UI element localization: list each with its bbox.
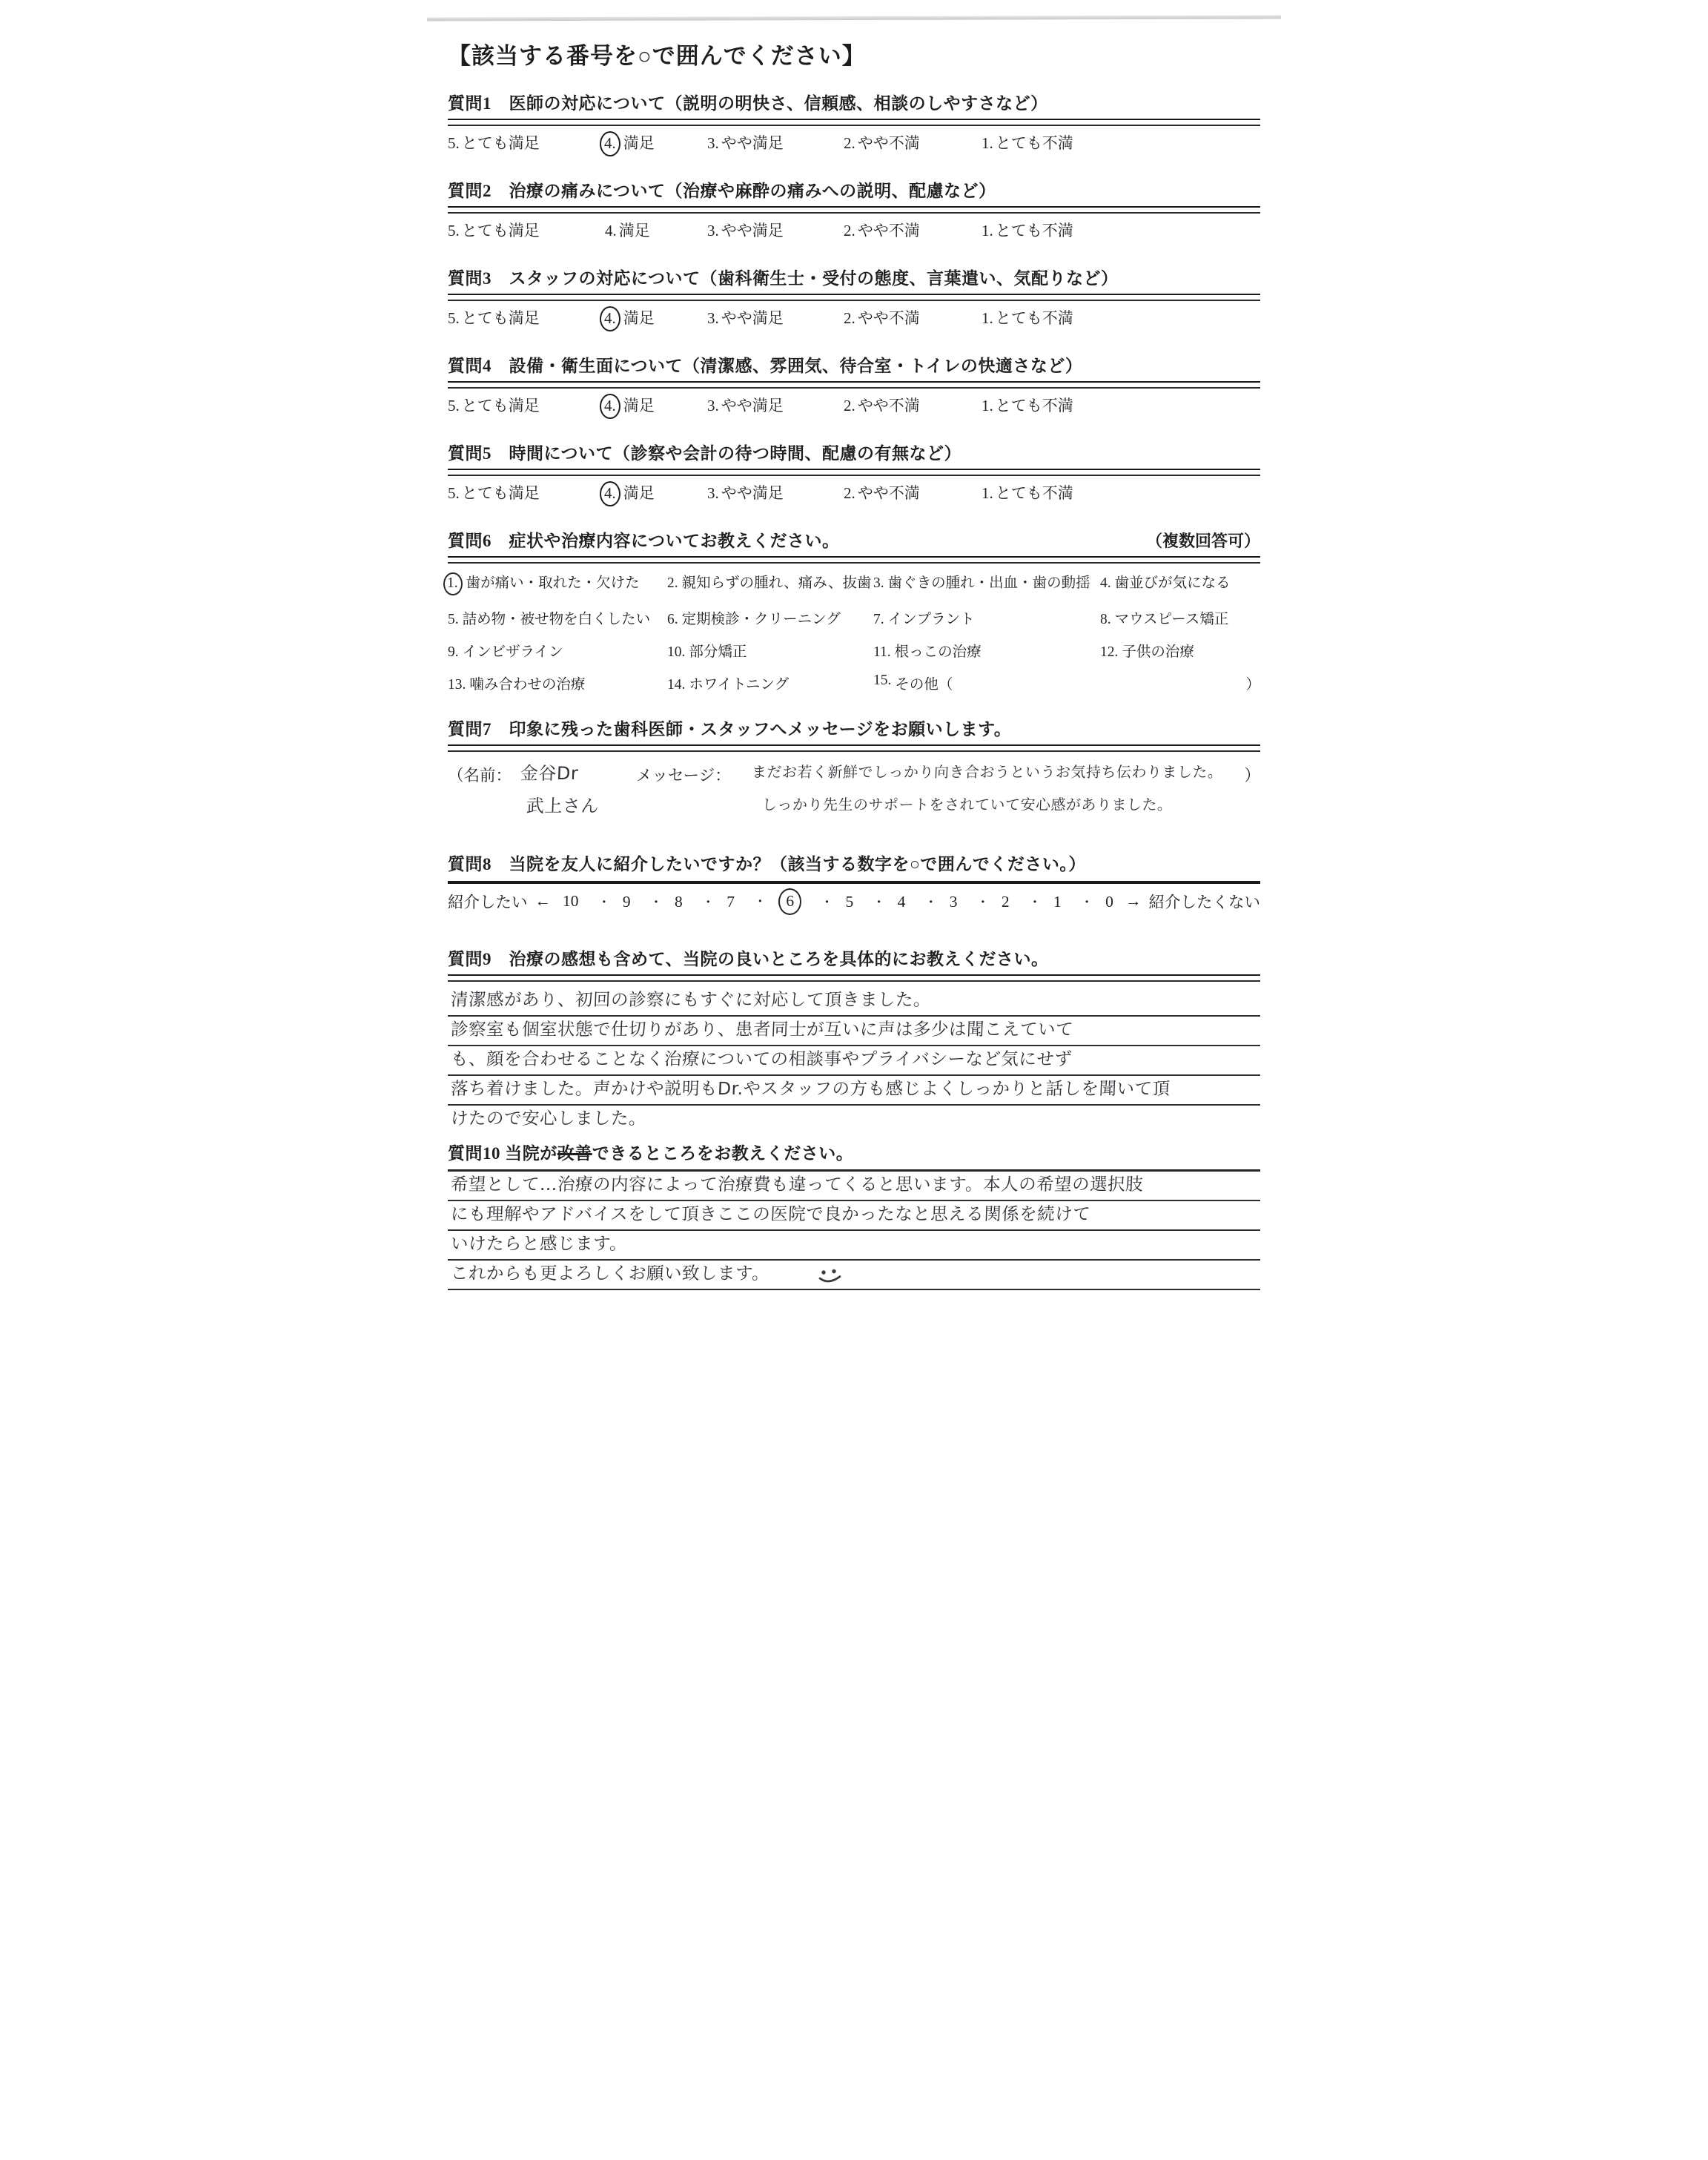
- item-number: 3.: [873, 575, 884, 591]
- option-number: 5.: [448, 397, 460, 415]
- question-3: [448, 265, 1260, 330]
- rating-option: [448, 394, 540, 416]
- rating-option: [982, 306, 1073, 328]
- option-label: とても不満: [995, 134, 1073, 152]
- message-handwritten-2: しっかり先生のサポートをされていて安心感がありました。: [761, 796, 1173, 813]
- question-9: [448, 945, 1260, 1134]
- rating-options-row: [448, 131, 1260, 155]
- question-heading: 質問7 印象に残った歯科医師・スタッフへメッセージをお願いします。: [448, 720, 1012, 739]
- rating-option: [448, 481, 540, 503]
- scale-number-group: [976, 892, 1010, 911]
- symptom-item: [1100, 571, 1260, 595]
- option-label: とても満足: [461, 134, 540, 152]
- symptom-item: [667, 673, 873, 693]
- handwritten-text: も、顔を合わせることなく治療についての相談事やプライバシーなど気にせず: [450, 1048, 1073, 1069]
- option-label: とても満足: [461, 222, 540, 240]
- right-arrow-icon: →: [1125, 892, 1142, 910]
- question-2: [448, 177, 1260, 242]
- handwritten-text: 清潔感があり、初回の診察にもすぐに対応して頂きました。: [450, 989, 932, 1010]
- question-heading: 質問8 当院を友人に紹介したいですか？（該当する数字を○で囲んでください。）: [448, 855, 1086, 873]
- option-label: とても満足: [461, 397, 540, 415]
- question-heading: 質問6 症状や治療内容についてお教えください。: [448, 532, 840, 550]
- option-label: 満足: [623, 484, 655, 502]
- symptom-item: [448, 607, 667, 628]
- rating-option: [844, 131, 920, 153]
- number-separator: ・: [649, 894, 663, 910]
- number-separator: ・: [924, 894, 938, 910]
- rating-option: [707, 394, 784, 416]
- multiple-answers-note: （複数回答可）: [1145, 532, 1260, 550]
- scale-number-group: [563, 892, 579, 911]
- option-label: 満足: [618, 222, 650, 240]
- question-heading-row: [448, 527, 1260, 552]
- number-separator: ・: [976, 894, 990, 910]
- heading-rule: [448, 556, 1260, 564]
- heading-rule: [448, 469, 1260, 476]
- close-paren: ）: [1244, 767, 1260, 785]
- item-number: 13.: [448, 677, 466, 693]
- option-label: やや不満: [857, 309, 920, 327]
- rating-options-row: [448, 394, 1260, 417]
- item-label: 歯が痛い・取れた・欠けた: [466, 575, 640, 591]
- heading-rule: [448, 744, 1260, 752]
- option-number: 2.: [844, 309, 855, 327]
- scale-number-group: [924, 892, 958, 911]
- handwritten-answer-line: [448, 1017, 1260, 1046]
- option-number: 1.: [982, 309, 993, 327]
- option-number: 5.: [448, 222, 460, 240]
- handwritten-text: 希望として…治療の内容によって治療費も違ってくると思います。本人の希望の選択肢: [450, 1174, 1144, 1195]
- scale-number: 5: [845, 892, 854, 911]
- option-label: とても満足: [461, 484, 540, 502]
- option-label: とても満足: [461, 309, 540, 327]
- option-label: やや不満: [857, 222, 920, 240]
- option-number: 5.: [448, 484, 460, 502]
- item-label: 子供の治療: [1122, 644, 1194, 660]
- other-close-paren: ）: [1245, 677, 1260, 693]
- message-label: メッセージ：: [636, 767, 731, 785]
- symptom-item: [873, 673, 1260, 693]
- number-separator: ・: [597, 894, 611, 910]
- question-heading: 質問2 治療の痛みについて（治療や麻酔の痛みへの説明、配慮など）: [448, 182, 996, 200]
- option-number: 4.: [600, 394, 620, 419]
- option-number: 1.: [982, 484, 993, 502]
- option-number: 5.: [448, 309, 460, 327]
- rating-option: [605, 219, 650, 241]
- item-number: 8.: [1100, 612, 1111, 627]
- number-separator: ・: [701, 894, 715, 910]
- handwritten-answer-line: [448, 1046, 1260, 1076]
- symptom-item: [667, 571, 873, 595]
- heading-rule: [448, 119, 1260, 126]
- question-heading: 質問9 治療の感想も含めて、当院の良いところを具体的にお教えください。: [448, 950, 1049, 968]
- option-label: やや満足: [721, 222, 784, 240]
- name-label: （名前：: [448, 767, 512, 785]
- item-number: 7.: [873, 612, 884, 627]
- handwritten-text: 落ち着けました。声かけや説明もDr.やスタッフの方も感じよくしっかりと話しを聞いて頂: [450, 1078, 1171, 1099]
- option-number: 2.: [844, 134, 855, 152]
- question-8: [448, 851, 1260, 913]
- option-number: 3.: [707, 484, 719, 502]
- message-answer-area: [448, 757, 1260, 828]
- rating-option: [982, 481, 1073, 503]
- option-label: やや不満: [857, 134, 920, 152]
- rating-option: [605, 394, 655, 419]
- item-label: 部分矯正: [689, 644, 747, 660]
- item-number: 2.: [667, 575, 678, 591]
- scale-left-label: 紹介したい: [448, 894, 528, 911]
- question-heading: 質問4 設備・衛生面について（清潔感、雰囲気、待合室・トイレの快適さなど）: [448, 357, 1083, 375]
- rating-options-row: [448, 306, 1260, 330]
- heading-rule: [448, 294, 1260, 301]
- rating-option: [707, 219, 784, 241]
- option-number: 2.: [844, 397, 855, 415]
- rating-option: [707, 481, 784, 503]
- heading-rule: [448, 206, 1260, 214]
- symptom-item: [873, 607, 1100, 628]
- option-number: 3.: [707, 397, 719, 415]
- symptom-item: [448, 640, 667, 661]
- question-6: [448, 527, 1260, 693]
- option-label: とても不満: [995, 397, 1073, 415]
- heading-suffix: できるところをお教えください。: [592, 1144, 854, 1163]
- item-label: 歯ぐきの腫れ・出血・歯の動揺: [887, 575, 1090, 591]
- option-number: 4.: [600, 306, 620, 331]
- option-label: とても不満: [995, 309, 1073, 327]
- handwritten-answer-line: [448, 1231, 1260, 1261]
- item-label: 噛み合わせの治療: [469, 677, 586, 693]
- question-5: [448, 440, 1260, 505]
- item-label: 親知らずの腫れ、痛み、抜歯: [681, 575, 872, 591]
- scale-number-group: [701, 892, 735, 911]
- scale-number-group: [649, 892, 683, 911]
- option-number: 3.: [707, 222, 719, 240]
- option-number: 4.: [600, 481, 620, 506]
- item-number: 14.: [667, 677, 686, 693]
- item-label: 根っこの治療: [894, 644, 982, 660]
- option-label: とても不満: [995, 222, 1073, 240]
- rating-option: [982, 131, 1073, 153]
- rating-option: [605, 131, 655, 156]
- handwritten-answer-line: [448, 1106, 1260, 1134]
- handwritten-text: けたので安心しました。: [450, 1108, 647, 1129]
- rating-option: [844, 219, 920, 241]
- name-handwritten-1: 金谷Dr: [520, 763, 579, 784]
- option-label: やや満足: [721, 134, 784, 152]
- question-heading: 質問1 医師の対応について（説明の明快さ、信頼感、相談のしやすさなど）: [448, 94, 1048, 113]
- name-handwritten-2: 武上さん: [526, 796, 600, 816]
- struck-word: 改善: [557, 1144, 592, 1163]
- scale-number-group: [873, 892, 906, 911]
- option-label: やや満足: [721, 309, 784, 327]
- symptom-item: [448, 673, 667, 693]
- scale-number: 4: [897, 892, 906, 911]
- option-number: 2.: [844, 222, 855, 240]
- rating-option: [844, 306, 920, 328]
- scale-number: 1: [1053, 892, 1062, 911]
- option-label: 満足: [623, 309, 655, 327]
- option-label: とても不満: [995, 484, 1073, 502]
- option-number: 4.: [605, 222, 617, 240]
- option-number: 2.: [844, 484, 855, 502]
- option-label: 満足: [623, 134, 655, 152]
- option-number: 4.: [600, 131, 620, 156]
- option-label: やや満足: [721, 484, 784, 502]
- handwritten-text: いけたらと感じます。: [450, 1233, 628, 1254]
- symptom-item: [667, 607, 873, 628]
- symptoms-grid: [448, 571, 1260, 693]
- rating-option: [448, 306, 540, 328]
- rating-option: [707, 131, 784, 153]
- rating-option: [448, 219, 540, 241]
- recommend-scale-row: [448, 890, 1260, 913]
- rating-options-row: [448, 481, 1260, 505]
- scale-number: 8: [675, 892, 683, 911]
- rating-option: [448, 131, 540, 153]
- scale-numbers: [563, 891, 1113, 912]
- option-number: 1.: [982, 397, 993, 415]
- option-number: 3.: [707, 309, 719, 327]
- item-label: インプラント: [887, 612, 975, 627]
- heading-prefix: 質問10 当院が: [448, 1144, 557, 1163]
- handwritten-text: 診察室も個室状態で仕切りがあり、患者同士が互いに声は多少は聞こえていて: [450, 1019, 1074, 1040]
- heading-rule: [448, 381, 1260, 389]
- handwritten-answer-line: [448, 1076, 1260, 1106]
- number-separator: ・: [1080, 894, 1094, 910]
- question-heading: 質問5 時間について（診察や会計の待つ時間、配慮の有無など）: [448, 444, 962, 463]
- number-separator: ・: [753, 894, 767, 909]
- item-number: 9.: [448, 644, 459, 660]
- message-handwritten-1: まだお若く新鮮でしっかり向き合おうというお気持ち伝わりました。: [751, 763, 1223, 781]
- scale-number-group: [1080, 892, 1113, 911]
- item-label: 歯並びが気になる: [1114, 575, 1231, 591]
- option-number: 1.: [982, 134, 993, 152]
- option-number: 3.: [707, 134, 719, 152]
- rating-options-row: [448, 219, 1260, 242]
- smiley-doodle-icon: [814, 1266, 845, 1287]
- form-title: 【該当する番号を○で囲んでください】: [448, 43, 866, 69]
- item-label: 定期検診・クリーニング: [681, 612, 841, 627]
- symptom-item: [873, 571, 1100, 595]
- item-number: 10.: [667, 644, 686, 660]
- symptom-item: [1100, 640, 1260, 661]
- scale-right-label: 紹介したくない: [1148, 894, 1260, 911]
- handwritten-answer-line: [448, 1261, 1260, 1290]
- scale-number-group: [753, 891, 801, 912]
- scale-number-group: [820, 892, 853, 911]
- heading-rule: [448, 974, 1260, 982]
- item-number: 4.: [1100, 575, 1111, 591]
- item-label: マウスピース矯正: [1114, 612, 1229, 627]
- answer-lines: [448, 1169, 1260, 1290]
- item-label: 詰め物・被せ物を白くしたい: [462, 612, 651, 627]
- question-1: [448, 90, 1260, 155]
- item-label: ホワイトニング: [689, 677, 790, 693]
- handwritten-answer-line: [448, 1201, 1260, 1231]
- question-4: [448, 352, 1260, 417]
- survey-form-page: [427, 0, 1281, 1284]
- item-label: インビザライン: [462, 644, 563, 660]
- handwritten-answer-line: [448, 987, 1260, 1017]
- item-number: 6.: [667, 612, 678, 627]
- scale-number: 3: [949, 892, 958, 911]
- question-heading: 質問3 スタッフの対応について（歯科衛生士・受付の態度、言葉遣い、気配りなど）: [448, 269, 1119, 288]
- scale-number: 10: [563, 892, 579, 910]
- symptom-item: [667, 640, 873, 661]
- scale-number: 0: [1105, 892, 1113, 911]
- option-label: 満足: [623, 397, 655, 415]
- option-label: やや不満: [857, 484, 920, 502]
- scale-number: 2: [1001, 892, 1010, 911]
- option-number: 1.: [982, 222, 993, 240]
- option-label: やや不満: [857, 397, 920, 415]
- rating-option: [605, 481, 655, 506]
- handwritten-text: にも理解やアドバイスをして頂きここの医院で良かったなと思える関係を続けて: [450, 1203, 1091, 1224]
- left-arrow-icon: ←: [534, 892, 552, 910]
- item-number: 12.: [1100, 644, 1119, 660]
- option-label: やや満足: [721, 397, 784, 415]
- item-number: 5.: [448, 612, 459, 627]
- item-number: 1.: [443, 572, 463, 595]
- item-number: 11.: [873, 644, 891, 660]
- rating-option: [844, 481, 920, 503]
- rating-option: [605, 306, 655, 331]
- rating-option: [982, 394, 1073, 416]
- symptom-item: [873, 640, 1100, 661]
- rating-option: [982, 219, 1073, 241]
- handwritten-text: これからも更よろしくお願い致します。: [450, 1263, 770, 1284]
- question-7: [448, 716, 1260, 828]
- symptom-item: [1100, 607, 1260, 628]
- scale-number-group: [1028, 892, 1062, 911]
- number-separator: ・: [872, 894, 886, 910]
- scale-number-group: [598, 892, 631, 911]
- number-separator: ・: [820, 894, 834, 910]
- question-10: [448, 1140, 1260, 1290]
- answer-lines: [448, 987, 1260, 1134]
- question-heading: [448, 1140, 1260, 1164]
- heading-rule: [448, 881, 1260, 884]
- item-label: その他（: [895, 677, 953, 693]
- scan-artifact-line: [427, 15, 1281, 21]
- number-separator: ・: [1028, 894, 1042, 910]
- scale-number: 9: [622, 892, 631, 911]
- symptom-item: [448, 571, 667, 595]
- item-number: 15.: [873, 673, 892, 688]
- option-number: 5.: [448, 134, 460, 152]
- scale-number: 6: [778, 888, 801, 915]
- handwritten-answer-line: [448, 1172, 1260, 1201]
- rating-option: [844, 394, 920, 416]
- rating-option: [707, 306, 784, 328]
- scale-number: 7: [726, 892, 735, 911]
